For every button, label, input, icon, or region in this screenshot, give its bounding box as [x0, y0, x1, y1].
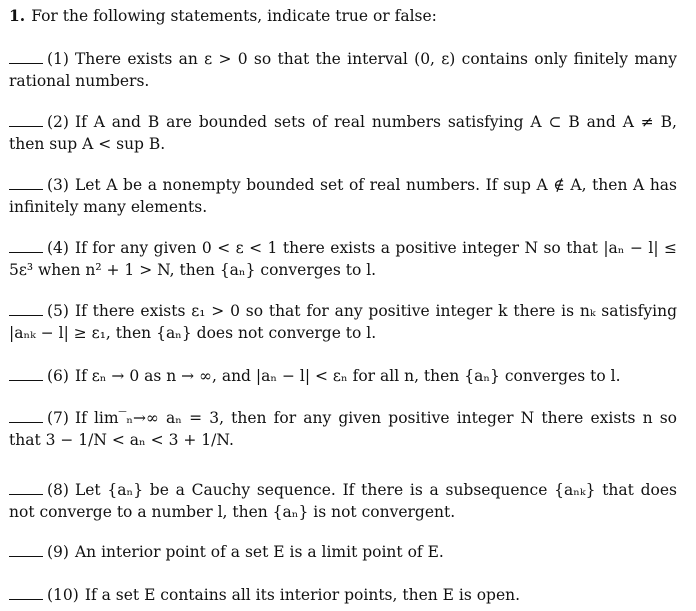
statement-label: (1) — [47, 50, 69, 68]
statement-item — [9, 365, 677, 387]
answer-blank[interactable] — [9, 112, 43, 127]
statement-list — [9, 0, 677, 611]
statement-item — [9, 174, 677, 218]
statement-text: If a set E contains all its interior points, then E is open. — [84, 586, 521, 604]
statement-item — [9, 300, 677, 344]
statement-text: If A and B are bounded sets of real numbers satisfying A ⊂ B and A ≠ B, then sup A < sup B. — [9, 113, 677, 153]
statement-label: (8) — [47, 481, 69, 499]
statement-item — [9, 407, 677, 451]
statement-item — [9, 237, 677, 281]
statement-text: Let A be a nonempty bounded set of real numbers. If sup A ∉ A, then A has infinitely many elements. — [9, 176, 677, 216]
statement-text: If εₙ → 0 as n → ∞, and |aₙ − l| < εₙ for all n, then {aₙ} converges to l. — [74, 367, 621, 385]
statement-item — [9, 48, 677, 92]
statement-text: An interior point of a set E is a limit point of E. — [74, 543, 444, 561]
statement-text: If lim‾ₙ→∞ aₙ = 3, then for any given positive integer N there exists n so that 3 − 1/N < aₙ < 3 + 1/N. — [9, 409, 677, 449]
statement-label: (5) — [47, 302, 69, 320]
answer-blank[interactable] — [9, 585, 43, 600]
statement-label: (4) — [47, 239, 69, 257]
answer-blank[interactable] — [9, 49, 43, 64]
answer-blank[interactable] — [9, 542, 43, 557]
statement-item — [9, 541, 677, 563]
statement-text: There exists an ε > 0 so that the interval (0, ε) contains only finitely many rational numbers. — [9, 50, 677, 90]
statement-label: (9) — [47, 543, 69, 561]
answer-blank[interactable] — [9, 366, 43, 381]
statement-label: (2) — [47, 113, 69, 131]
answer-blank[interactable] — [9, 408, 43, 423]
answer-blank[interactable] — [9, 175, 43, 190]
statement-label: (7) — [47, 409, 69, 427]
problem-number: 1. — [9, 6, 26, 25]
statement-label: (6) — [47, 367, 69, 385]
statement-text: If there exists ε₁ > 0 so that for any positive integer k there is nₖ satisfying |aₙₖ − l| ≥ ε₁, then {aₙ} does not converge to l. — [9, 302, 677, 342]
statement-text: Let {aₙ} be a Cauchy sequence. If there is a subsequence {aₙₖ} that does not converge to a number l, then {aₙ} is not convergent. — [9, 481, 677, 521]
statement-label: (3) — [47, 176, 69, 194]
answer-blank[interactable] — [9, 480, 43, 495]
problem-instruction: For the following statements, indicate true or false: — [31, 7, 437, 25]
statement-label: (10) — [47, 586, 79, 604]
statement-item — [9, 479, 677, 523]
statement-text: If for any given 0 < ε < 1 there exists a positive integer N so that |aₙ − l| ≤ 5ε³ when n² + 1 > N, then {aₙ} converges to l. — [9, 239, 677, 279]
statement-item — [9, 111, 677, 155]
statement-item — [9, 584, 677, 606]
answer-blank[interactable] — [9, 238, 43, 253]
answer-blank[interactable] — [9, 301, 43, 316]
